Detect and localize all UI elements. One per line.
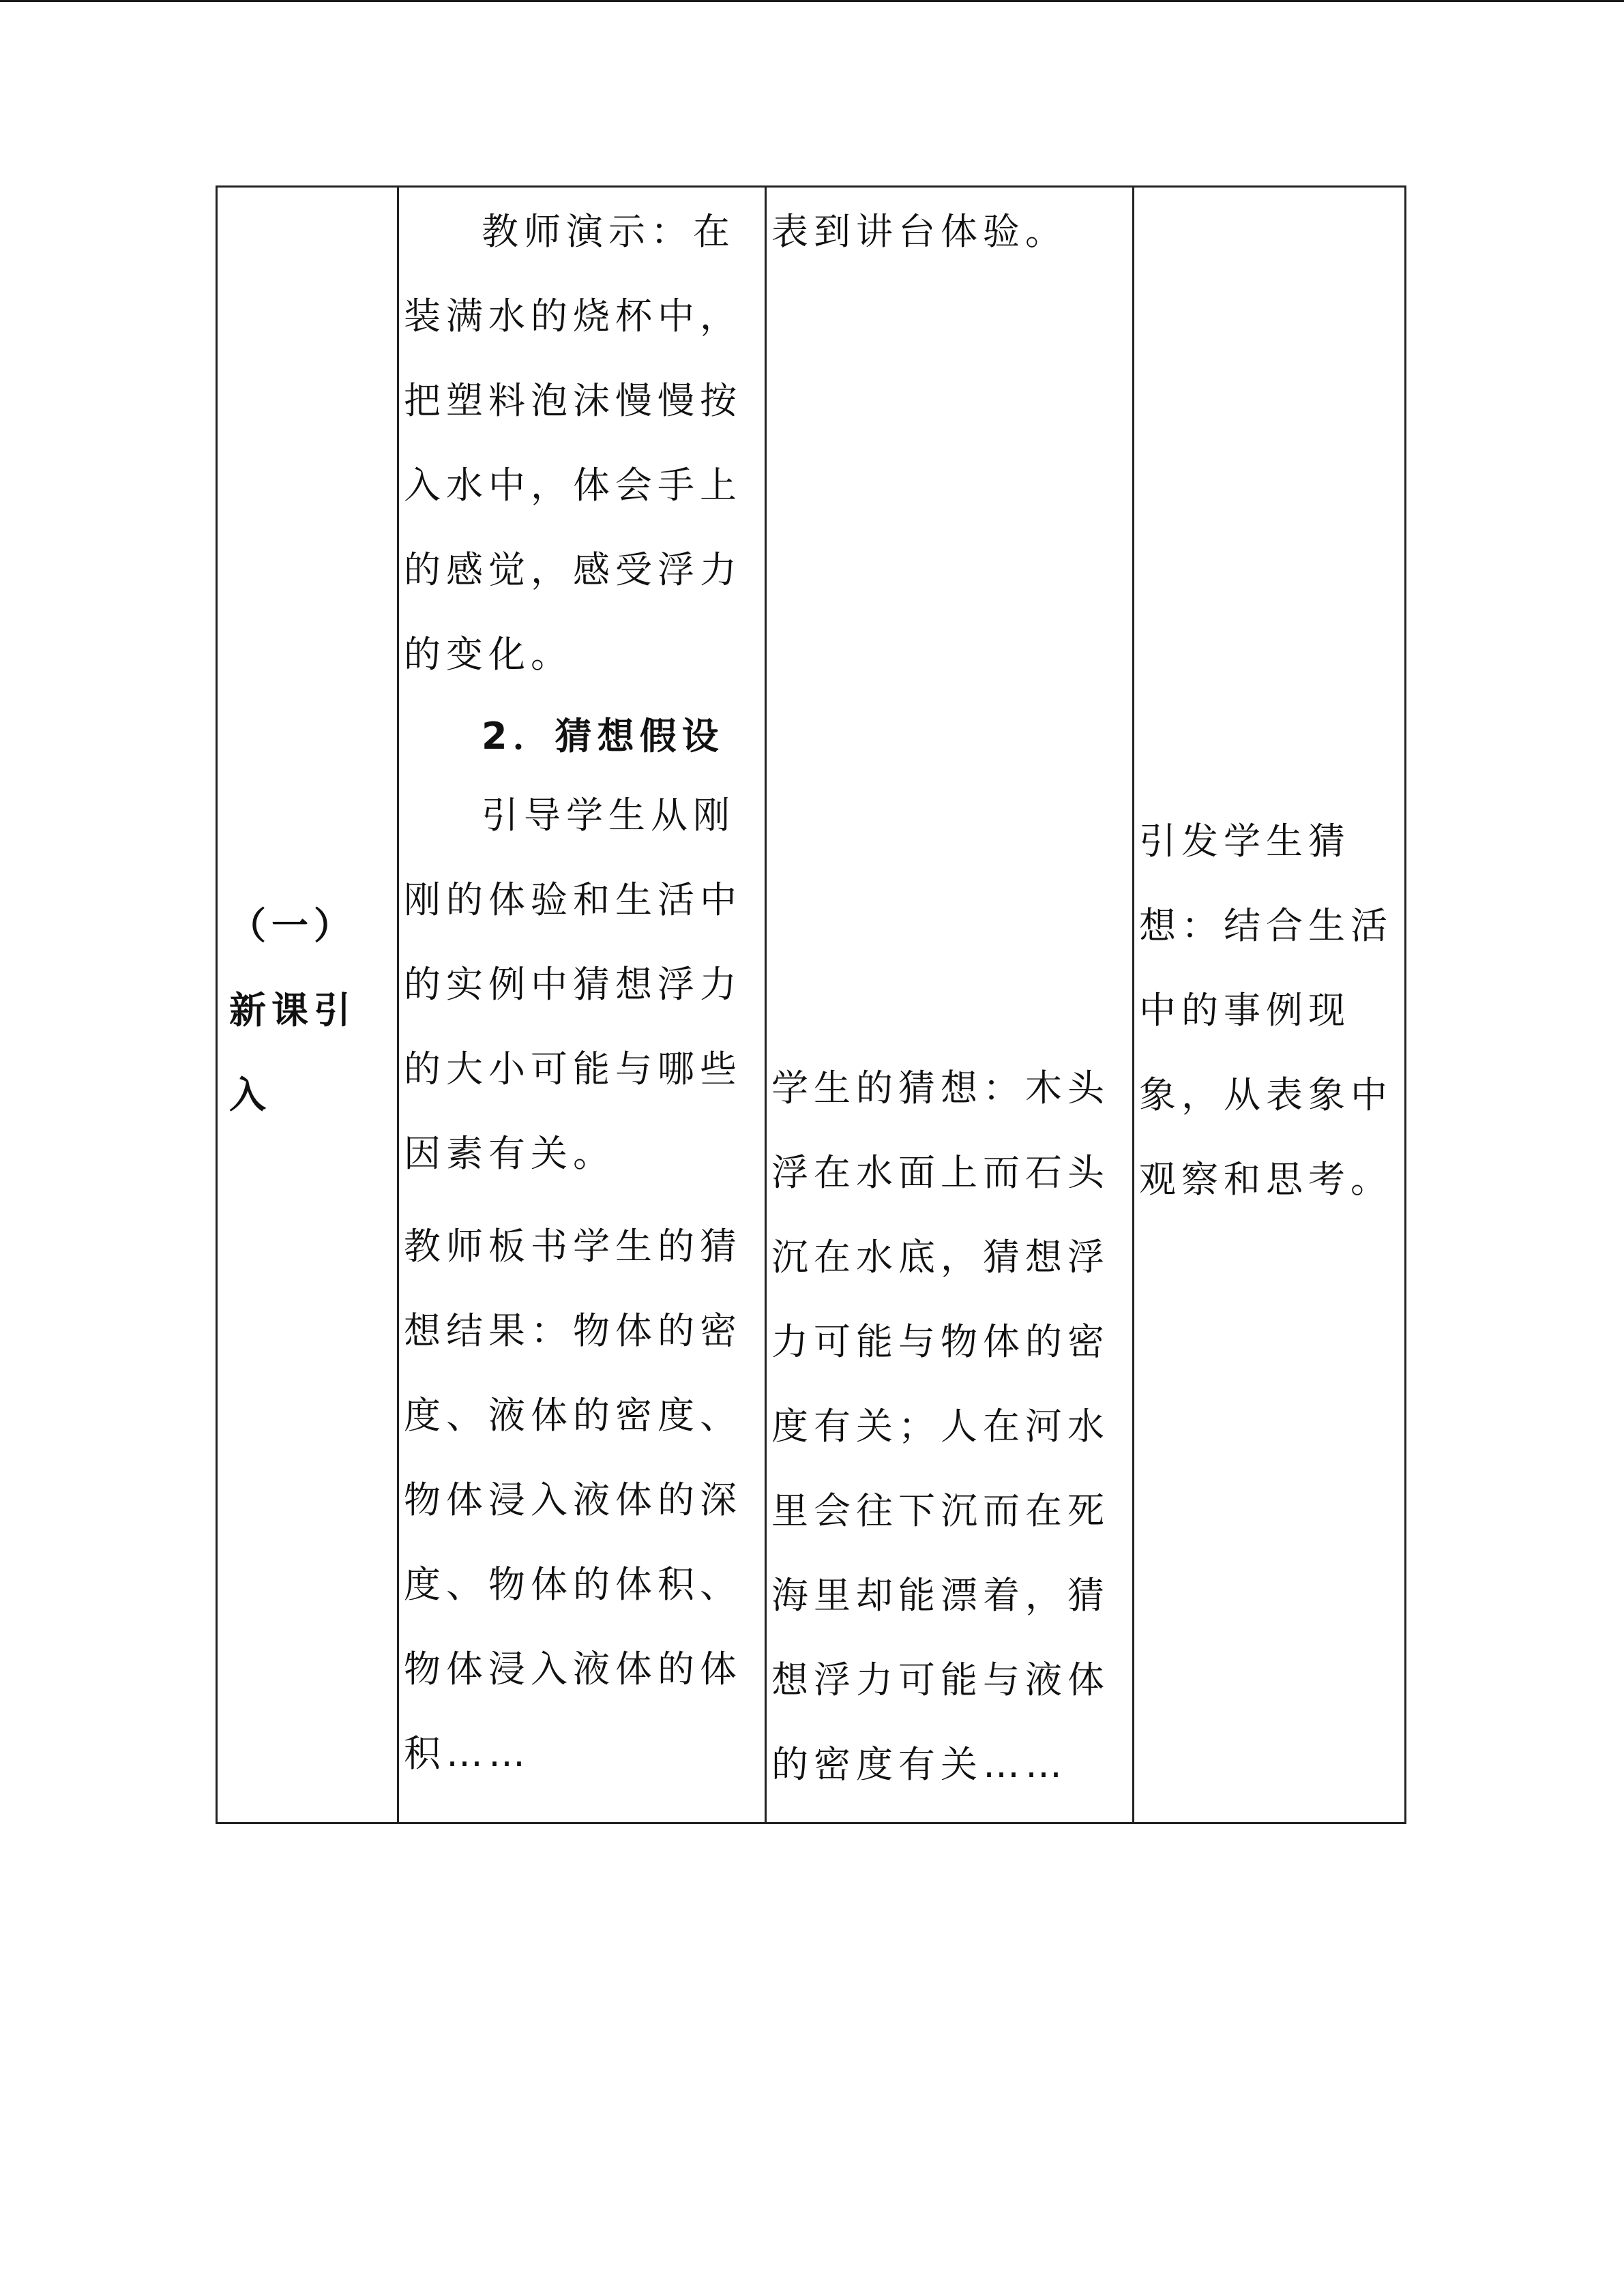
student-guess-line: 想浮力可能与液体 <box>771 1658 1110 1701</box>
teacher-demo-line: 教师演示：在 <box>482 210 735 253</box>
intent-line: 观察和思考。 <box>1139 1158 1393 1201</box>
teacher-demo-line: 的变化。 <box>404 633 573 676</box>
guess-heading: 2．猜想假设 <box>482 715 724 758</box>
student-guess-line: 沉在水底，猜想浮 <box>771 1236 1110 1279</box>
intent-line: 想：结合生活 <box>1139 904 1393 947</box>
teacher-board-line: 物体浸入液体的深 <box>404 1478 742 1521</box>
student-top-line: 表到讲台体验。 <box>771 210 1067 253</box>
student-guess-line: 里会往下沉而在死 <box>771 1489 1110 1532</box>
teacher-board-line: 度、液体的密度、 <box>404 1394 742 1437</box>
teacher-guide-line: 因素有关。 <box>404 1132 615 1175</box>
table-bottom-border <box>216 1822 1406 1824</box>
student-guess-line: 海里却能漂着，猜 <box>771 1574 1110 1617</box>
teacher-guide-line: 刚的体验和生活中 <box>404 878 742 921</box>
teacher-guide-line: 引导学生从刚 <box>482 794 735 837</box>
student-guess-line: 力可能与物体的密 <box>771 1320 1110 1363</box>
col-divider-2 <box>765 185 767 1824</box>
teacher-demo-line: 把塑料泡沫慢慢按 <box>404 379 742 422</box>
teacher-board-line: 想结果：物体的密 <box>404 1309 742 1352</box>
table-right-border <box>1404 185 1406 1824</box>
teacher-guide-line: 的实例中猜想浮力 <box>404 963 742 1006</box>
teacher-board-line: 教师板书学生的猜 <box>404 1225 742 1268</box>
page-top-border <box>0 0 1624 2</box>
lesson-plan-table <box>216 185 1406 1824</box>
student-guess-line: 度有关；人在河水 <box>771 1405 1110 1448</box>
section-label-line2: 新课引 <box>229 989 356 1032</box>
intent-line: 引发学生猜 <box>1139 820 1350 863</box>
teacher-board-line: 度、物体的体积、 <box>404 1563 742 1606</box>
col-divider-1 <box>397 185 399 1824</box>
section-label-line3: 入 <box>229 1073 271 1116</box>
teacher-demo-line: 装满水的烧杯中， <box>404 295 742 338</box>
teacher-demo-line: 入水中，体会手上 <box>404 464 742 507</box>
teacher-guide-line: 的大小可能与哪些 <box>404 1047 742 1090</box>
section-label-line1: （一） <box>229 904 356 947</box>
teacher-board-line: 物体浸入液体的体 <box>404 1648 742 1690</box>
teacher-board-line: 积…… <box>404 1732 531 1775</box>
intent-line: 中的事例现 <box>1139 989 1350 1032</box>
teacher-demo-line: 的感觉，感受浮力 <box>404 548 742 591</box>
table-top-border <box>216 185 1406 188</box>
table-left-border <box>216 185 218 1824</box>
student-guess-line: 浮在水面上而石头 <box>771 1151 1110 1194</box>
col-divider-3 <box>1132 185 1134 1824</box>
student-guess-line: 学生的猜想：木头 <box>771 1067 1110 1109</box>
student-guess-line: 的密度有关…… <box>771 1743 1067 1786</box>
intent-line: 象，从表象中 <box>1139 1073 1393 1116</box>
